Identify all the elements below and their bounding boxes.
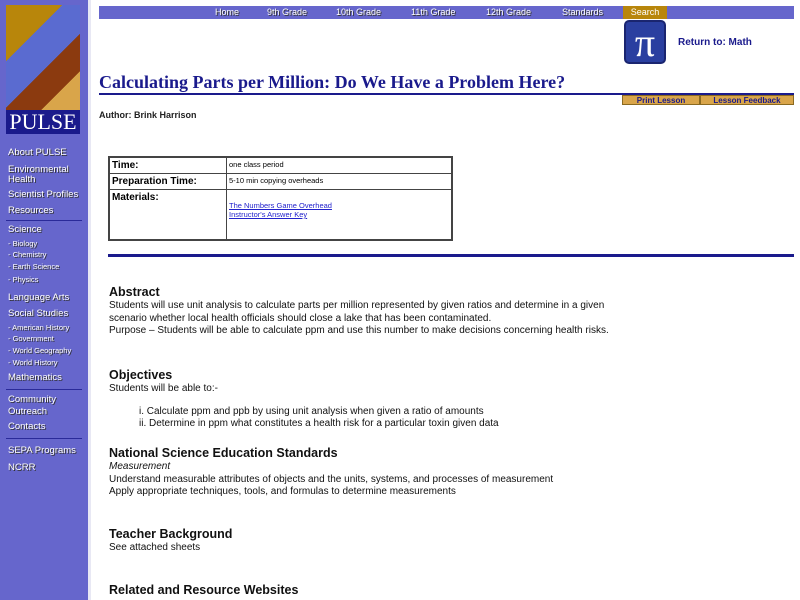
nav-11th-grade[interactable]: 11th Grade [411,7,456,17]
print-lesson-button[interactable]: Print Lesson [622,95,700,105]
time-label: Time: [109,157,227,174]
section-rule [108,254,794,257]
material-link[interactable]: Instructor's Answer Key [229,210,308,219]
sidebar-item-world-history[interactable]: - World History [8,358,58,367]
return-to-math-link[interactable]: Return to: Math [678,37,752,48]
sidebar-divider [6,220,82,221]
sidebar-item-chemistry[interactable]: - Chemistry [8,250,47,259]
pulse-logo[interactable] [6,5,80,118]
nav-home[interactable]: Home [215,7,240,17]
nav-9th-grade[interactable]: 9th Grade [267,7,308,17]
nav-12th-grade[interactable]: 12th Grade [486,7,532,17]
sidebar-item-science[interactable]: Science [8,224,42,235]
sidebar-item-contacts[interactable]: Contacts [8,421,46,432]
sidebar-item-biology[interactable]: - Biology [8,239,38,248]
related-heading: Related and Resource Websites [109,583,299,597]
standards-text: Apply appropriate techniques, tools, and formulas to determine measurements [109,486,456,497]
pulse-logo-text: PULSE [6,110,80,134]
sidebar-item-earth-science[interactable]: - Earth Science [8,262,60,271]
standards-subheading: Measurement [109,461,171,472]
abstract-text: Purpose – Students will be able to calculate ppm and use this number to make decisions concerning health risks. [109,325,609,336]
lesson-info-table [108,156,453,241]
material-link[interactable]: The Numbers Game Overhead [229,201,332,210]
sidebar-divider [6,438,82,439]
abstract-text: scenario whether local health officials should close a lake that has been contaminated. [109,312,492,324]
standards-heading: National Science Education Standards [109,446,338,460]
abstract-heading: Abstract [109,285,160,299]
sidebar-item-social-studies[interactable]: Social Studies [8,308,69,319]
sidebar-item-mathematics[interactable]: Mathematics [8,372,62,383]
nav-standards[interactable]: Standards [562,7,604,17]
sidebar [0,0,88,600]
sidebar-item-american-history[interactable]: - American History [8,323,70,332]
top-nav [99,6,794,19]
sidebar-divider [6,389,82,390]
sidebar-item-sepa-programs[interactable]: SEPA Programs [8,445,76,456]
lesson-feedback-button[interactable]: Lesson Feedback [700,95,794,105]
prep-time-label: Preparation Time: [109,174,227,190]
sidebar-item-language-arts[interactable]: Language Arts [8,292,70,303]
background-heading: Teacher Background [109,527,233,541]
standards-section [109,446,553,499]
background-text: See attached sheets [109,542,201,553]
author: Author: Brink Harrison [99,110,197,120]
objectives-intro: Students will be able to:- [109,383,218,394]
objectives-heading: Objectives [109,368,173,382]
abstract-text: Students will use unit analysis to calculate parts per million represented by given ratios and determine in a given [109,300,605,311]
materials-label: Materials: [109,190,227,240]
abstract-section [109,285,609,338]
sidebar-edge [88,0,91,600]
sidebar-item-physics[interactable]: - Physics [8,275,39,284]
nav-search[interactable]: Search [623,6,667,19]
prep-time-value: 5-10 min copying overheads [227,174,453,190]
objective-item: i. Calculate ppm and ppb by using unit analysis when given a ratio of amounts [139,405,484,417]
sidebar-item-world-geography[interactable]: - World Geography [8,346,72,355]
standards-text: Understand measurable attributes of objects and the units, systems, and processes of measurement [109,473,554,485]
sidebar-item-scientist-profiles[interactable]: Scientist Profiles [8,189,79,200]
sidebar-item-environmental-health[interactable]: Environmental Health [8,164,69,185]
nav-10th-grade[interactable]: 10th Grade [336,7,382,17]
sidebar-item-ncrr[interactable]: NCRR [8,462,36,473]
time-value: one class period [227,157,453,174]
sidebar-item-community-outreach[interactable]: Community Outreach [8,394,57,417]
objectives-section [109,368,499,431]
objective-item: ii. Determine in ppm what constitutes a health risk for a particular toxin given data [139,418,499,429]
sidebar-item-about[interactable]: About PULSE [8,147,67,158]
page-title: Calculating Parts per Million: Do We Have a Problem Here? [99,72,566,92]
pi-math-icon[interactable]: π [624,20,666,64]
sidebar-item-resources[interactable]: Resources [8,205,54,216]
sidebar-item-government[interactable]: - Government [8,334,54,343]
background-section [109,527,232,555]
related-section [109,583,298,598]
